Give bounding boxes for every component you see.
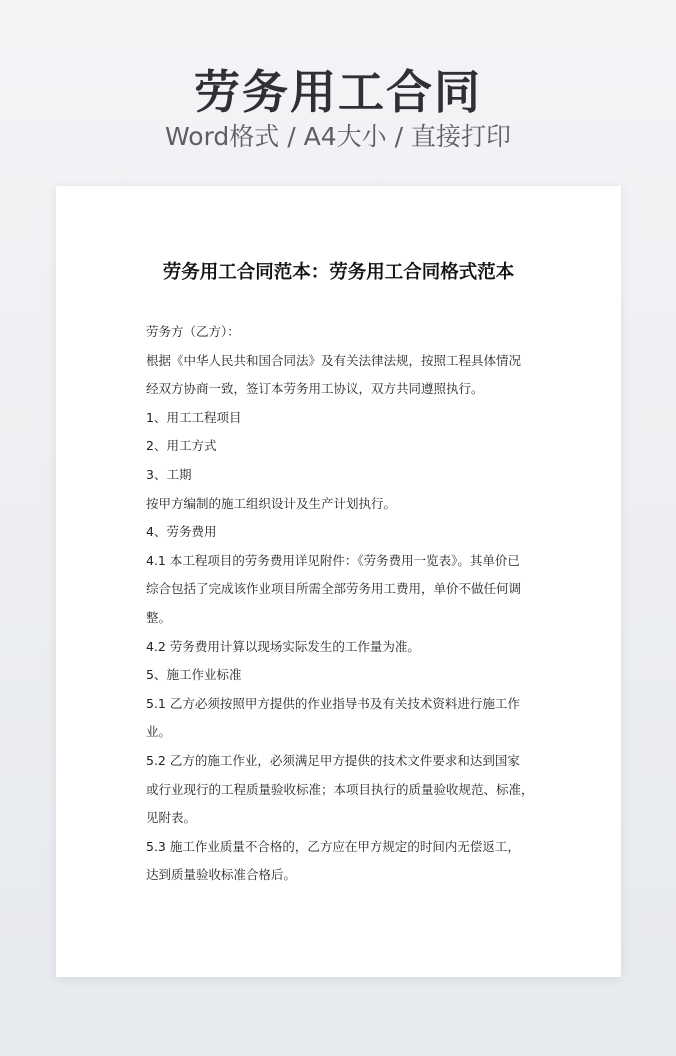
document-line: 3、工期 xyxy=(146,466,192,482)
document-line: 整。 xyxy=(146,609,172,625)
document-line: 或行业现行的工程质量验收标准；本项目执行的质量验收规范、标准， xyxy=(146,781,534,797)
document-line: 1、用工工程项目 xyxy=(146,409,242,425)
document-line: 4、劳务费用 xyxy=(146,524,217,540)
document-line: 综合包括了完成该作业项目所需全部劳务用工费用，单价不做任何调 xyxy=(146,581,522,597)
document-line: 劳务方（乙方）： xyxy=(146,324,240,339)
page-title: 劳务用工合同 xyxy=(194,65,482,119)
document-page xyxy=(56,186,621,977)
document-body xyxy=(146,318,538,890)
document-line: 见附表。 xyxy=(146,810,197,826)
document-title: 劳务用工合同范本：劳务用工合同格式范本 xyxy=(162,262,515,283)
page-subtitle: Word格式 / A4大小 / 直接打印 xyxy=(165,122,511,151)
document-line: 5.1 乙方必须按照甲方提供的作业指导书及有关技术资料进行施工作 xyxy=(146,695,520,711)
document-line: 4.1 本工程项目的劳务费用详见附件：《劳务费用一览表》。其单价已 xyxy=(146,552,520,568)
document-line: 达到质量验收标准合格后。 xyxy=(146,867,297,883)
document-line: 5.2 乙方的施工作业，必须满足甲方提供的技术文件要求和达到国家 xyxy=(146,752,520,768)
document-line: 根据《中华人民共和国合同法》及有关法律法规，按照工程具体情况 xyxy=(146,352,522,368)
document-line: 2、用工方式 xyxy=(146,438,217,454)
document-line: 业。 xyxy=(146,724,172,740)
document-line: 经双方协商一致，签订本劳务用工协议，双方共同遵照执行。 xyxy=(146,381,484,397)
document-line: 5.3 施工作业质量不合格的，乙方应在甲方规定的时间内无偿返工， xyxy=(146,838,520,854)
document-line: 按甲方编制的施工组织设计及生产计划执行。 xyxy=(146,495,397,511)
document-line: 5、施工作业标准 xyxy=(146,667,242,683)
document-line: 4.2 劳务费用计算以现场实际发生的工作量为准。 xyxy=(146,638,420,654)
